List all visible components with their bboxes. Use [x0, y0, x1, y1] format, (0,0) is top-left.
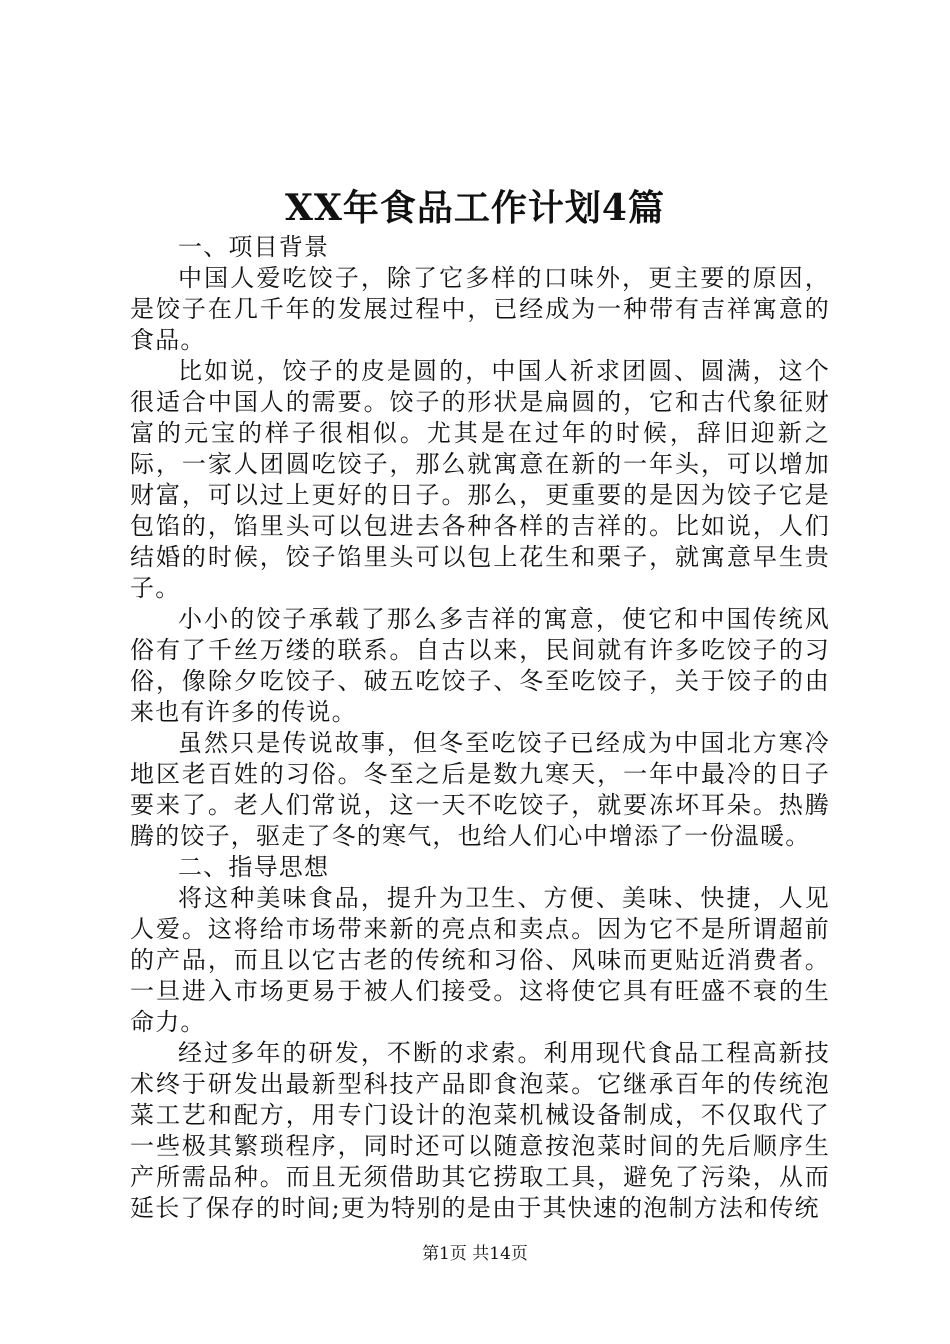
- page-footer: 第1页 共14页: [422, 1244, 528, 1264]
- section-heading: 二、指导思想: [178, 853, 330, 881]
- paragraph: 小小的饺子承载了那么多吉祥的寓意，使它和中国传统风俗有了千丝万缕的联系。自古以来，民间就有许多吃饺子的习俗，像除夕吃饺子、破五吃饺子、冬至吃饺子，关于饺子的由来也有许多的传说。: [130, 605, 830, 726]
- paragraph: 经过多年的研发，不断的求索。利用现代食品工程高新技术终于研发出最新型科技产品即食泡菜。它继承百年的传统泡菜工艺和配方，用专门设计的泡菜机械设备制成，不仅取代了一些极其繁琐程序，同时还可以随意按泡菜时间的先后顺序生产所需品种。而且无须借助其它捞取工具，避免了污染，从而延长了保存的时间;更为特别的是由于其快速的泡制方法和传统: [130, 1039, 830, 1222]
- document-title: XX年食品工作计划4篇: [285, 187, 665, 229]
- paragraph: 将这种美味食品，提升为卫生、方便、美味、快捷，人见人爱。这将给市场带来新的亮点和卖点。因为它不是所谓超前的产品，而且以它古老的传统和习俗、风味而更贴近消费者。一旦进入市场更易于被人们接受。这将使它具有旺盛不衰的生命力。: [130, 884, 830, 1036]
- paragraph: 中国人爱吃饺子，除了它多样的口味外，更主要的原因，是饺子在几千年的发展过程中，已经成为一种带有吉祥寓意的食品。: [130, 264, 830, 354]
- paragraph: 比如说，饺子的皮是圆的，中国人祈求团圆、圆满，这个很适合中国人的需要。饺子的形状是扁圆的，它和古代象征财富的元宝的样子很相似。尤其是在过年的时候，辞旧迎新之际，一家人团圆吃饺子，那么就寓意在新的一年头，可以增加财富，可以过上更好的日子。那么，更重要的是因为饺子它是包馅的，馅里头可以包进去各种各样的吉祥的。比如说，人们结婚的时候，饺子馅里头可以包上花生和栗子，就寓意早生贵子。: [130, 357, 830, 602]
- section-heading: 一、项目背景: [178, 233, 330, 261]
- paragraph: 虽然只是传说故事，但冬至吃饺子已经成为中国北方寒冷地区老百姓的习俗。冬至之后是数九寒天，一年中最冷的日子要来了。老人们常说，这一天不吃饺子，就要冻坏耳朵。热腾腾的饺子，驱走了冬的寒气，也给人们心中增添了一份温暖。: [130, 729, 830, 850]
- document-body: [130, 232, 830, 1224]
